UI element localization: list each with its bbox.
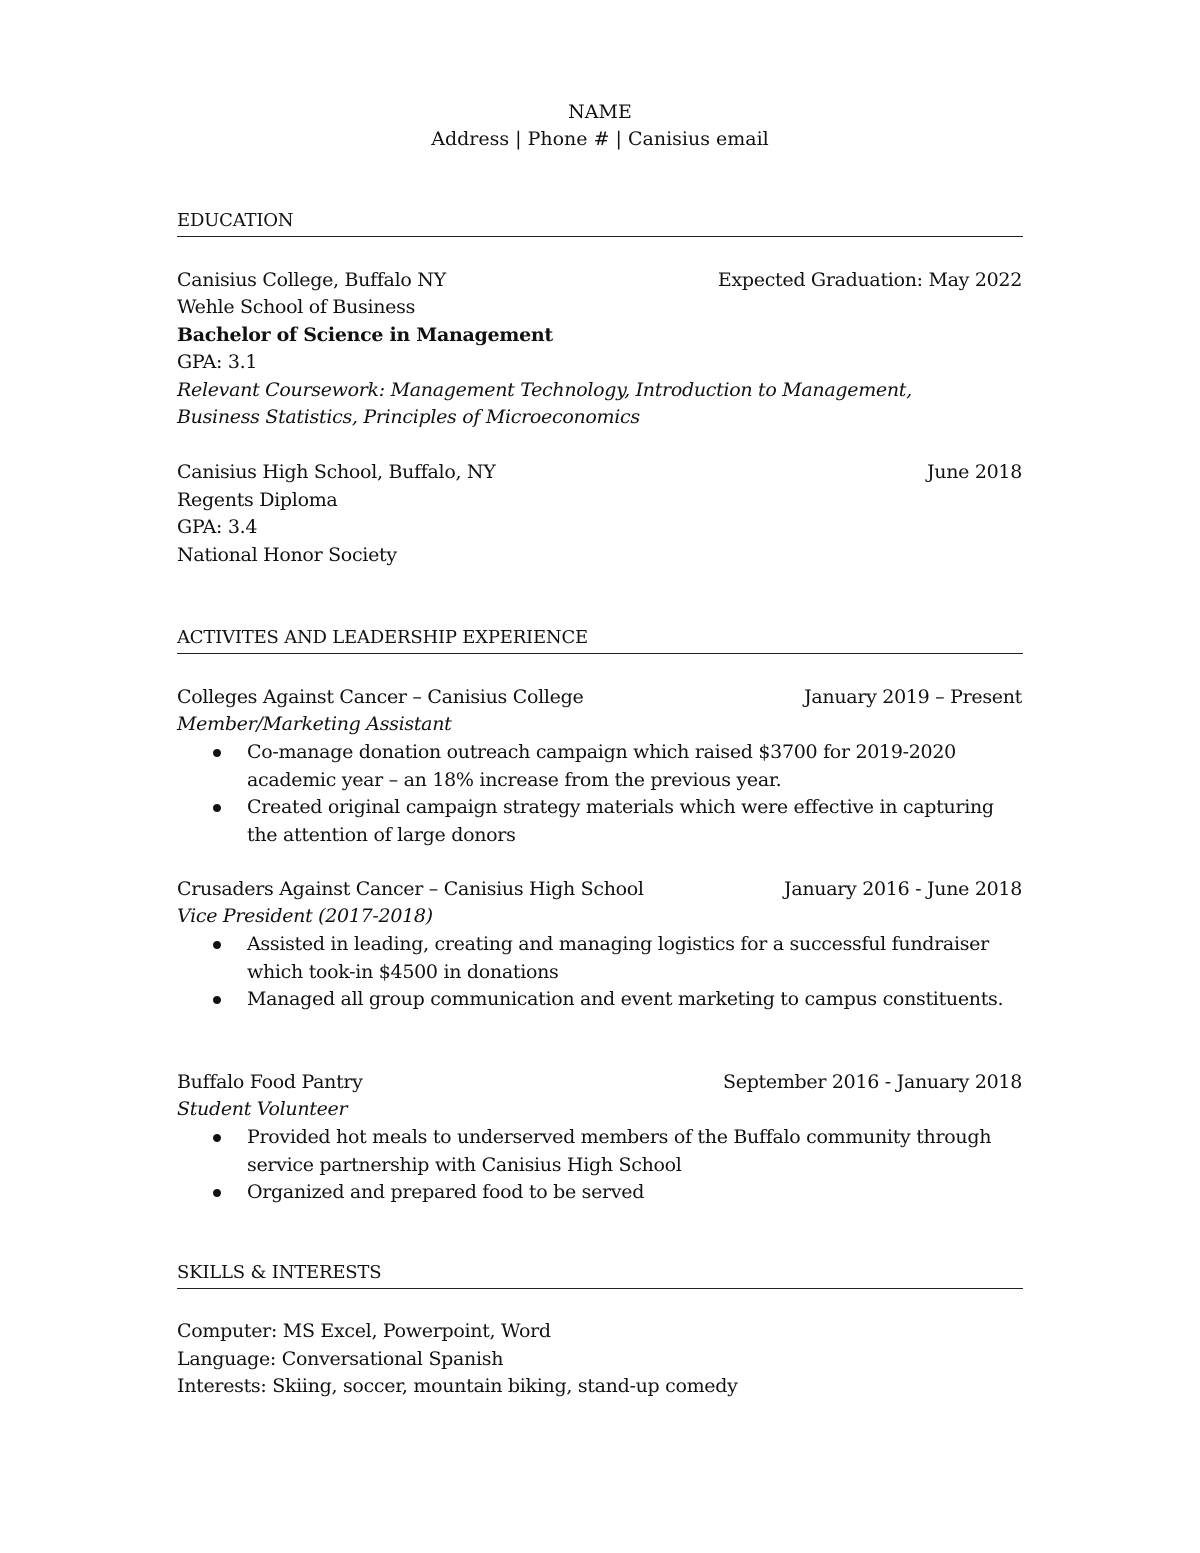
- bullet-icon: [213, 804, 221, 812]
- college-name: Canisius College, Buffalo NY: [177, 269, 446, 291]
- activity-role: Member/Marketing Assistant: [177, 713, 452, 735]
- college-date: Expected Graduation: May 2022: [717, 269, 1022, 291]
- high-school-gpa: GPA: 3.4: [177, 516, 258, 538]
- activity-date: January 2019 – Present: [804, 686, 1022, 708]
- high-school-honor: National Honor Society: [177, 544, 397, 566]
- activity-row: [177, 684, 1022, 712]
- skills-language: Language: Conversational Spanish: [177, 1348, 504, 1370]
- high-school-row: [177, 459, 1022, 487]
- bullet-text: Co-manage donation outreach campaign which raised $3700 for 2019-2020 academic year – an 18% increase from the previous year.: [247, 741, 956, 791]
- bullet-item: [177, 931, 1022, 986]
- college-division: Wehle School of Business: [177, 296, 416, 318]
- activity-bullet-list: [177, 739, 1022, 849]
- coursework-line-2: Business Statistics, Principles of Microeconomics: [177, 406, 640, 428]
- activity-org: Crusaders Against Cancer – Canisius High School: [177, 878, 644, 900]
- activity-org: Buffalo Food Pantry: [177, 1071, 363, 1093]
- bullet-icon: [213, 749, 221, 757]
- coursework-line-1: Relevant Coursework: Management Technology, Introduction to Management,: [177, 379, 912, 401]
- activity-bullet-list: [177, 931, 1022, 1014]
- activity-role: Student Volunteer: [177, 1098, 348, 1120]
- skills-heading: SKILLS & INTERESTS: [177, 1261, 1023, 1289]
- bullet-item: [177, 739, 1022, 794]
- college-gpa: GPA: 3.1: [177, 351, 258, 373]
- activity-date: September 2016 - January 2018: [723, 1071, 1022, 1093]
- activity-date: January 2016 - June 2018: [784, 878, 1022, 900]
- high-school-date: June 2018: [926, 461, 1022, 483]
- activity-row: [177, 876, 1022, 904]
- bullet-text: Created original campaign strategy materials which were effective in capturing the attention of large donors: [247, 796, 994, 846]
- education-heading: EDUCATION: [177, 209, 1023, 237]
- bullet-icon: [213, 1134, 221, 1142]
- bullet-item: [177, 1179, 1022, 1207]
- skills-computer: Computer: MS Excel, Powerpoint, Word: [177, 1320, 551, 1342]
- activity-role: Vice President (2017-2018): [177, 905, 433, 927]
- activity-row: [177, 1069, 1022, 1097]
- high-school-diploma: Regents Diploma: [177, 489, 338, 511]
- bullet-text: Organized and prepared food to be served: [247, 1181, 645, 1203]
- bullet-item: [177, 1124, 1022, 1179]
- contact-line: Address | Phone # | Canisius email: [431, 128, 769, 150]
- college-degree: Bachelor of Science in Management: [177, 324, 553, 346]
- bullet-icon: [213, 1189, 221, 1197]
- activity-bullet-list: [177, 1124, 1022, 1207]
- activity-org: Colleges Against Cancer – Canisius College: [177, 686, 584, 708]
- college-row: [177, 267, 1022, 295]
- bullet-text: Provided hot meals to underserved members of the Buffalo community through service partnership with Canisius High School: [247, 1126, 992, 1176]
- bullet-text: Managed all group communication and event marketing to campus constituents.: [247, 988, 1004, 1010]
- skills-interests: Interests: Skiing, soccer, mountain biking, stand-up comedy: [177, 1375, 738, 1397]
- high-school-name: Canisius High School, Buffalo, NY: [177, 461, 496, 483]
- resume-name: NAME: [568, 101, 632, 123]
- bullet-icon: [213, 941, 221, 949]
- bullet-item: [177, 986, 1022, 1014]
- bullet-icon: [213, 996, 221, 1004]
- bullet-text: Assisted in leading, creating and managing logistics for a successful fundraiser which took-in $4500 in donations: [247, 933, 989, 983]
- bullet-item: [177, 794, 1022, 849]
- activities-heading: ACTIVITES AND LEADERSHIP EXPERIENCE: [177, 626, 1023, 654]
